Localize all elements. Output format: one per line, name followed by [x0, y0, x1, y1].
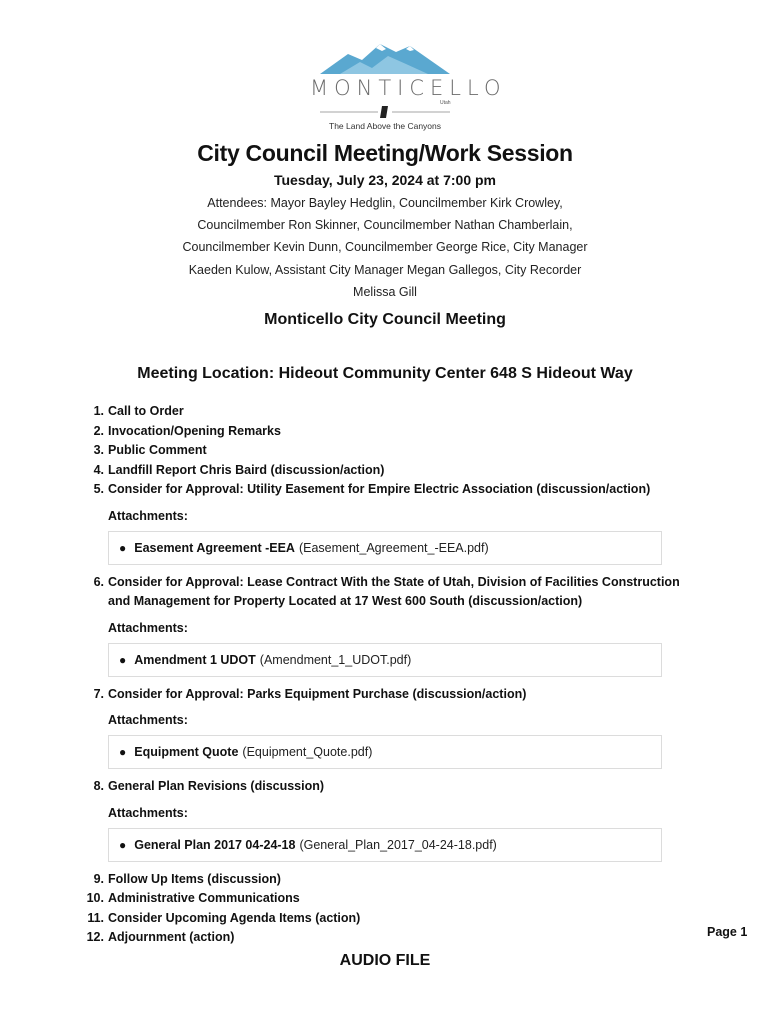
- agenda-item: [80, 685, 680, 705]
- attendees-line: Attendees: Mayor Bayley Hedglin, Councilmember Kirk Crowley,: [207, 196, 563, 210]
- attachments-label: Attachments:: [108, 805, 188, 820]
- attendees-block: [150, 192, 620, 303]
- bullet-icon: ●: [119, 540, 127, 555]
- agenda-item: [80, 461, 680, 481]
- attachments-label: Attachments:: [108, 713, 188, 727]
- attachment-link[interactable]: General Plan 2017 04-24-18: [134, 837, 296, 852]
- attachments-label: Attachments:: [108, 620, 188, 635]
- attachment-box: [108, 531, 662, 565]
- agenda-number: 4.: [93, 462, 104, 477]
- attachment-link[interactable]: Amendment 1 UDOT: [134, 652, 256, 667]
- attachment-filename: (Amendment_1_UDOT.pdf): [259, 652, 412, 667]
- attachment-filename: (Equipment_Quote.pdf): [242, 745, 373, 759]
- logo-wordmark: MONTICELLO: [310, 76, 507, 100]
- agenda-text: Follow Up Items (discussion): [108, 871, 281, 886]
- attachment-link[interactable]: Easement Agreement -EEA: [134, 540, 295, 555]
- attachment-filename: (General_Plan_2017_04-24-18.pdf): [299, 837, 497, 852]
- agenda-number: 10.: [86, 891, 104, 905]
- agenda-text: Administrative Communications: [108, 891, 300, 905]
- attachment-filename: (Easement_Agreement_-EEA.pdf): [298, 540, 489, 555]
- logo-tagline: The Land Above the Canyons: [329, 121, 441, 131]
- agenda-item: [80, 422, 680, 442]
- agenda-number: 3.: [93, 443, 104, 457]
- attachment-box: [108, 828, 662, 862]
- audio-file-heading: AUDIO FILE: [339, 952, 431, 969]
- agenda-text: Call to Order: [108, 404, 184, 418]
- agenda-number: 12.: [86, 930, 104, 944]
- logo-divider-icon: [320, 104, 450, 120]
- agenda-number: 2.: [93, 423, 104, 438]
- page-number: Page 1: [707, 925, 748, 939]
- agenda-item: [80, 480, 680, 500]
- meeting-date: Tuesday, July 23, 2024 at 7:00 pm: [273, 172, 497, 188]
- mountain-icon: [310, 40, 460, 80]
- agenda-text: Invocation/Opening Remarks: [108, 423, 281, 438]
- page-title: City Council Meeting/Work Session: [197, 140, 573, 166]
- attachment-box: [108, 735, 662, 769]
- agenda-number: 11.: [87, 910, 104, 925]
- attachment-box: [108, 643, 662, 677]
- agenda-text: Landfill Report Chris Baird (discussion/action): [108, 462, 385, 477]
- city-logo: [310, 40, 507, 135]
- agenda-text: Consider Upcoming Agenda Items (action): [108, 910, 361, 925]
- agenda-item: [80, 777, 680, 797]
- meeting-location: Meeting Location: Hideout Community Center 648 S Hideout Way: [137, 365, 633, 382]
- attendees-line: Councilmember Kevin Dunn, Councilmember George Rice, City Manager: [182, 240, 588, 255]
- agenda-item: [80, 402, 680, 422]
- agenda-item: [80, 928, 680, 948]
- agenda-text: Consider for Approval: Parks Equipment Purchase (discussion/action): [108, 686, 527, 701]
- bullet-icon: ●: [119, 652, 127, 667]
- agenda-list: [80, 402, 680, 948]
- agenda-item: [80, 573, 680, 612]
- agenda-number: 1.: [93, 404, 104, 418]
- agenda-number: 5.: [93, 482, 104, 496]
- agenda-text: Public Comment: [108, 443, 207, 457]
- attendees-line: Kaeden Kulow, Assistant City Manager Megan Gallegos, City Recorder: [188, 262, 582, 277]
- agenda-number: 7.: [93, 686, 104, 701]
- agenda-text: Consider for Approval: Utility Easement for Empire Electric Association (discussion/action): [108, 482, 651, 496]
- attachment-link[interactable]: Equipment Quote: [134, 745, 239, 759]
- agenda-item: [80, 909, 680, 929]
- attendees-line: Melissa Gill: [353, 284, 417, 299]
- bullet-icon: ●: [119, 745, 127, 759]
- agenda-item: [80, 441, 680, 461]
- agenda-number: 9.: [93, 871, 104, 886]
- bullet-icon: ●: [119, 837, 127, 852]
- agenda-text: General Plan Revisions (discussion): [108, 779, 325, 793]
- attendees-line: Councilmember Ron Skinner, Councilmember Nathan Chamberlain,: [197, 218, 573, 233]
- agenda-text: Consider for Approval: Lease Contract With the State of Utah, Division of Facilities Construction and Management for Property Located at 17 West 600 South (discussion/action): [108, 574, 680, 608]
- logo-state: Utah: [440, 100, 451, 106]
- agenda-number: 8.: [93, 779, 104, 793]
- attachments-label: Attachments:: [108, 508, 188, 523]
- agenda-item: [80, 889, 680, 909]
- agenda-item: [80, 870, 680, 890]
- agenda-number: 6.: [93, 574, 104, 589]
- meeting-name: Monticello City Council Meeting: [264, 311, 506, 328]
- agenda-text: Adjournment (action): [108, 930, 235, 944]
